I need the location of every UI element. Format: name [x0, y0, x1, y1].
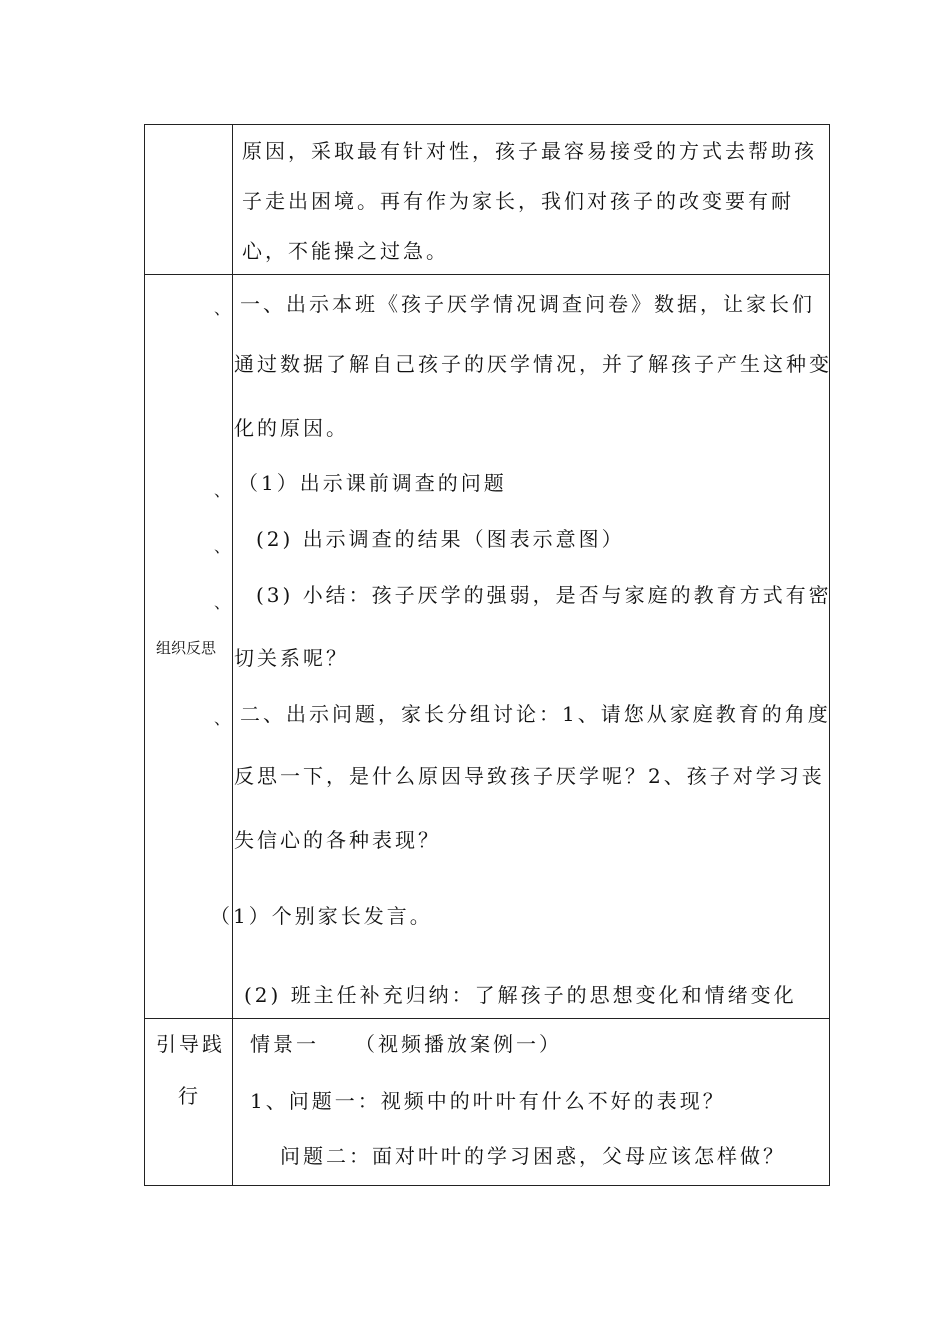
row2-line-7: 切关系呢？	[234, 646, 349, 670]
table-border-row1	[144, 274, 830, 275]
row2-line-4: （1）出示课前调查的问题	[238, 471, 507, 495]
row2-bullet-4: 、	[214, 593, 231, 612]
row2-line-8: 二、出示问题，家长分组讨论：1、请您从家庭教育的角度	[240, 702, 831, 726]
row2-bullet-2: 、	[214, 481, 231, 500]
row3-label-line-2: 行	[178, 1084, 201, 1108]
table-border-left	[144, 124, 145, 1186]
row3-line-2: 1、问题一：视频中的叶叶有什么不好的表现？	[250, 1089, 726, 1113]
table-border-top	[144, 124, 830, 125]
row2-line-12: (2) 班主任补充归纳：了解孩子的思想变化和情绪变化	[244, 983, 797, 1007]
table-border-row2	[144, 1018, 830, 1019]
row3-label-line-1: 引导践	[156, 1032, 225, 1056]
table-border-bottom	[144, 1185, 830, 1186]
row1-line-1: 原因，采取最有针对性，孩子最容易接受的方式去帮助孩	[242, 139, 817, 163]
row2-bullet-5: 、	[214, 709, 231, 728]
row2-line-11: （1）个别家长发言。	[210, 904, 433, 928]
row2-line-2: 通过数据了解自己孩子的厌学情况，并了解孩子产生这种变	[234, 352, 832, 376]
row3-line-1: 情景一 （视频播放案例一）	[250, 1032, 562, 1056]
row2-bullet-1: 、	[214, 299, 231, 318]
row2-line-9: 反思一下，是什么原因导致孩子厌学呢？2、孩子对学习丧	[234, 764, 825, 788]
row2-line-3: 化的原因。	[234, 416, 349, 440]
row2-bullet-3: 、	[214, 537, 231, 556]
row1-line-2: 子走出困境。再有作为家长，我们对孩子的改变要有耐	[242, 189, 794, 213]
row2-line-5: (2) 出示调查的结果（图表示意图）	[256, 527, 625, 551]
table-border-divider	[232, 124, 233, 1186]
row2-line-10: 失信心的各种表现？	[234, 828, 441, 852]
row2-line-1: 一、出示本班《孩子厌学情况调查问卷》数据，让家长们	[240, 292, 815, 316]
row2-line-6: (3) 小结：孩子厌学的强弱，是否与家庭的教育方式有密	[256, 583, 832, 607]
row3-line-3: 问题二：面对叶叶的学习困惑，父母应该怎样做？	[280, 1144, 786, 1168]
row2-label: 组织反思	[156, 639, 217, 657]
row1-line-3: 心，不能操之过急。	[242, 239, 449, 263]
table-border-right	[829, 124, 830, 1186]
